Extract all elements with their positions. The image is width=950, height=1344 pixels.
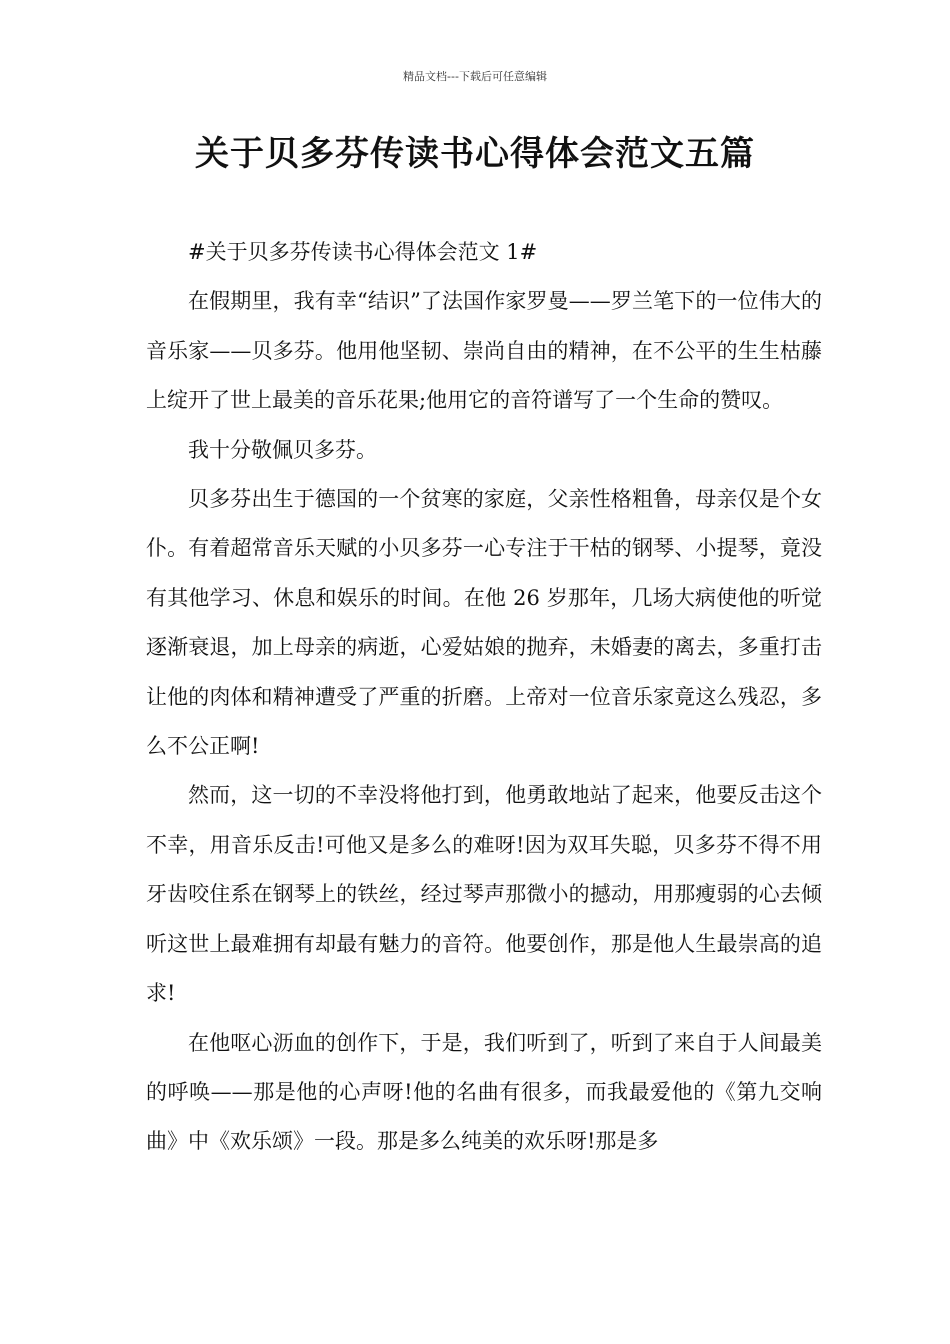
header-note: 精品文档---下载后可任意编辑 (403, 70, 547, 83)
paragraph: 我十分敬佩贝多芬。 (188, 437, 377, 462)
section-heading: #关于贝多芬传读书心得体会范文 1# (188, 240, 538, 264)
paragraph: 贝多芬出生于德国的一个贫寒的家庭，父亲性格粗鲁，母亲仅是个女仆。有着超常音乐天赋的小贝多芬一心专注于干枯的钢琴、小提琴，竟没有其他学习、休息和娱乐的时间。在他 26 岁那年，几场大病使他的听觉逐渐衰退，加上母亲的病逝，心爱姑娘的抛弃，未婚妻的离去，多重打击让他的肉体和精神遭受了严重的折磨。上帝对一位音乐家竟这么残忍，多么不公正啊! (146, 487, 822, 759)
paragraph: 然而，这一切的不幸没将他打到，他勇敢地站了起来，他要反击这个不幸，用音乐反击!可他又是多么的难呀!因为双耳失聪，贝多芬不得不用牙齿咬住系在钢琴上的铁丝，经过琴声那微小的撼动，用那瘦弱的心去倾听这世上最难拥有却最有魅力的音符。他要创作，那是他人生最崇高的追求! (146, 783, 822, 1006)
document-body (146, 228, 822, 1167)
paragraph: 在假期里，我有幸“结识”了法国作家罗曼——罗兰笔下的一位伟大的音乐家——贝多芬。他用他坚韧、崇尚自由的精神，在不公平的生生枯藤上绽开了世上最美的音乐花果;他用它的音符谱写了一个生命的赞叹。 (146, 289, 822, 413)
document-title: 关于贝多芬传读书心得体会范文五篇 (195, 134, 755, 174)
paragraph: 在他呕心沥血的创作下，于是，我们听到了，听到了来自于人间最美的呼唤——那是他的心声呀!他的名曲有很多，而我最爱他的《第九交响曲》中《欢乐颂》一段。那是多么纯美的欢乐呀!那是多 (146, 1030, 822, 1154)
